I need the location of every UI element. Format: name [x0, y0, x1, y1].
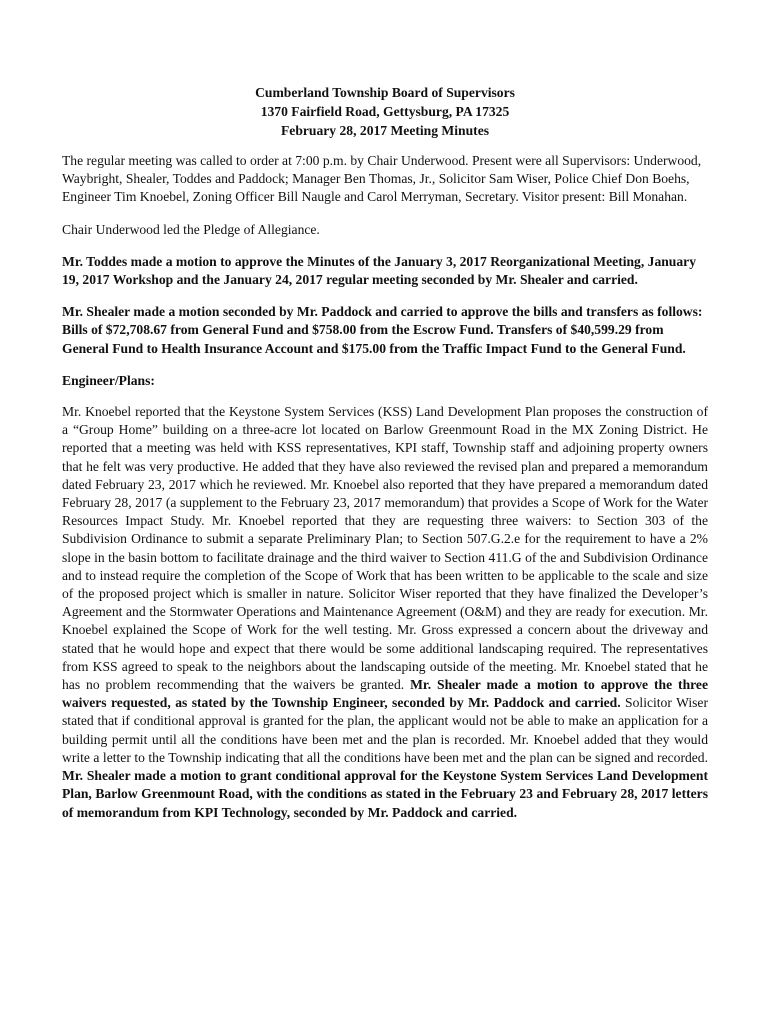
engineer-heading: Engineer/Plans:	[62, 372, 155, 388]
intro-paragraph: The regular meeting was called to order at 7:00 p.m. by Chair Underwood. Present were all Supervisors: Underwood, Waybright, Shealer, Toddes and Paddock; Manager Ben Thomas, Jr., Solicitor Sam Wiser, Police Chief Don Boehs, Engineer Tim Knoebel, Zoning Officer Bill Naugle and Carol Merryman, Secretary. Visitor present: Bill Monahan.	[62, 153, 702, 205]
conditional-approval-motion: Mr. Shealer made a motion to grant conditional approval for the Keystone System Services Land Development Plan, Barlow Greenmount Road, with the conditions as stated in the February 23 and February 28, 2017 letters of memorandum from KPI Technology, seconded by Mr. Paddock and carried.	[62, 768, 708, 820]
engineer-report-text: Mr. Knoebel reported that the Keystone System Services (KSS) Land Development Plan proposes the construction of a “Group Home” building on a three-acre lot located on Barlow Greenmount Road in the MX Zoning District. He reported that a meeting was held with KSS representatives, KPI staff, Township staff and adjoining property owners that he felt was very productive. He added that they have also reviewed the revised plan and prepared a memorandum dated February 23, 2017 which he reviewed. Mr. Knoebel also reported that they have prepared a memorandum dated February 28, 2017 (a supplement to the February 23, 2017 memorandum) that provides a Scope of Work for the Water Resources Impact Study. Mr. Knoebel reported that they are requesting three waivers: to Section 303 of the Subdivision Ordinance to submit a separate Preliminary Plan; to Section 507.G.2.e for the requirement to have a 2% slope in the basin bottom to facilitate drainage and the third waiver to Section 411.G of the and Subdivision Ordinance and to instead require the completion of the Scope of Work that has been written to be applicable to the scale and size of the proposed project which is smaller in nature. Solicitor Wiser reported that they have finalized the Developer’s Agreement and the Stormwater Operations and Maintenance Agreement (O&M) and they are ready for execution. Mr. Knoebel explained the Scope of Work for the well testing. Mr. Gross expressed a concern about the driveway and stated that he would hope and expect that there would be some additional landscaping required. The representatives from KSS agreed to speak to the neighbors about the landscaping outside of the meeting. Mr. Knoebel stated that he has no problem recommending that the waivers be granted.	[62, 404, 708, 693]
document-header	[62, 83, 708, 140]
minutes-motion: Mr. Toddes made a motion to approve the Minutes of the January 3, 2017 Reorganizational Meeting, January 19, 2017 Workshop and the January 24, 2017 regular meeting seconded by Mr. Shealer and carried.	[62, 253, 696, 288]
bills-motion: Mr. Shealer made a motion seconded by Mr. Paddock and carried to approve the bills and transfers as follows: Bills of $72,708.67 from General Fund and $758.00 from the Escrow Fund. Transfers of $40,599.29 from General Fund to Health Insurance Account and $175.00 from the Traffic Impact Fund to the General Fund.	[62, 304, 703, 356]
header-title: Cumberland Township Board of Supervisors	[255, 85, 515, 100]
pledge-paragraph: Chair Underwood led the Pledge of Allegiance.	[62, 221, 320, 237]
waivers-motion: Mr. Shealer made a motion to approve the three waivers requested, as stated by the Township Engineer, seconded by Mr. Paddock and carried.	[62, 677, 708, 711]
header-date: February 28, 2017 Meeting Minutes	[280, 123, 490, 138]
engineer-paragraph	[62, 403, 708, 822]
engineer-report-text-2: Solicitor Wiser stated that if conditional approval is granted for the plan, the applicant would not be able to make an application for a building permit until all the conditions have been met and the plan is recorded. Mr. Knoebel added that they would write a letter to the Township indicating that all the conditions have been met and the plan can be signed and recorded.	[62, 695, 708, 765]
header-address: 1370 Fairfield Road, Gettysburg, PA 17325	[260, 104, 510, 119]
